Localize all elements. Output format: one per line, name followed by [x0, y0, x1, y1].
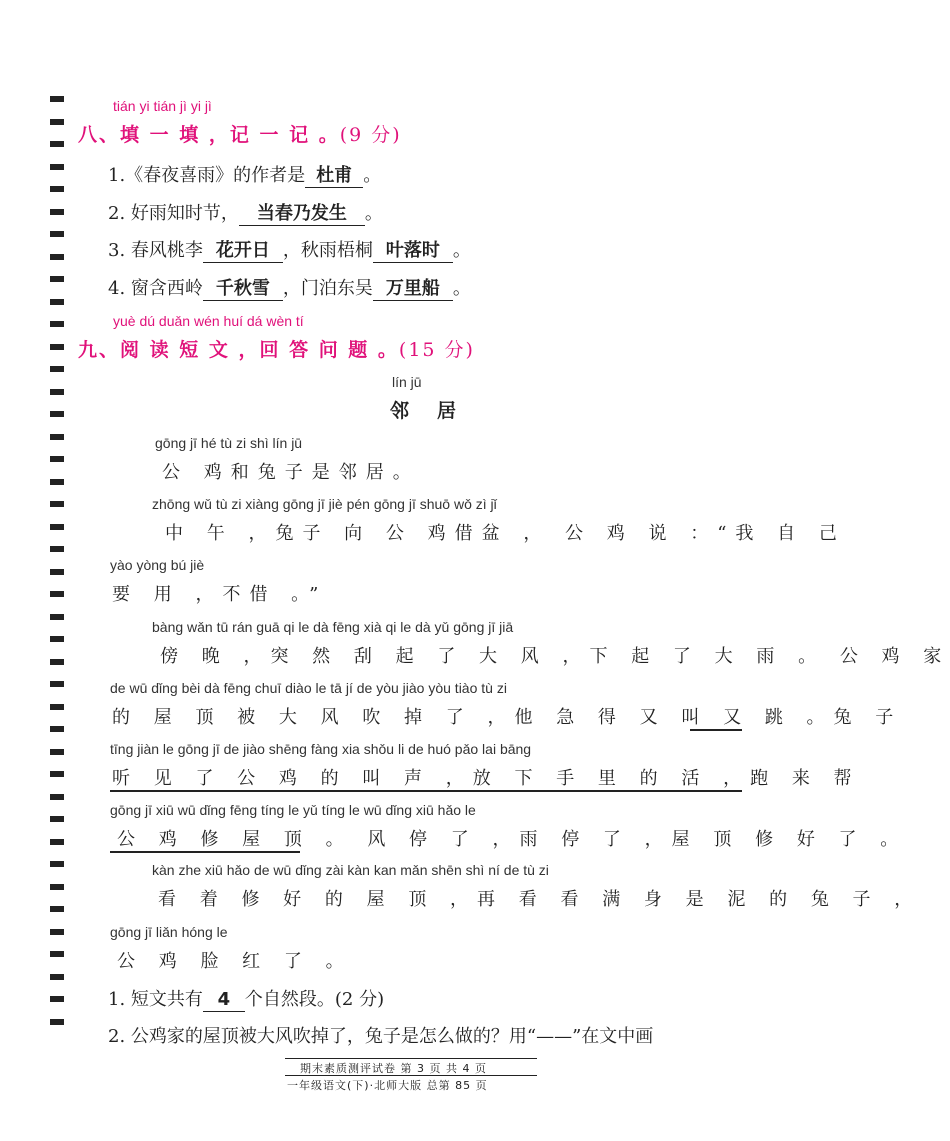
- p-line-3-pinyin: yào yòng bú jiè: [110, 557, 205, 573]
- binding-mark: [50, 254, 64, 260]
- section9-heading: [78, 335, 475, 362]
- binding-mark: [50, 681, 64, 687]
- s8-item-4-answer: 千秋雪: [203, 278, 283, 301]
- binding-mark: [50, 321, 64, 327]
- s8-item-3-answer2: 叶落时: [373, 240, 453, 263]
- section9-title: 九、阅 读 短 文 ，回 答 问 题 。: [78, 339, 399, 361]
- binding-mark: [50, 276, 64, 282]
- p-line-5-text: 的 屋 顶 被 大 风 吹 掉 了 ，他 急 得 又 叫 又 跳 。兔 子: [112, 707, 903, 728]
- binding-mark: [50, 726, 64, 732]
- p-line-9-pinyin: gōng jī liǎn hóng le: [110, 924, 228, 940]
- binding-mark: [50, 96, 64, 102]
- section8-heading: [78, 120, 402, 147]
- binding-mark: [50, 186, 64, 192]
- binding-marks: [50, 96, 64, 1046]
- p-line-7-text: 公 鸡 修 屋 顶 。 风 停 了 ，雨 停 了 ，屋 顶 修 好 了 。: [117, 829, 908, 850]
- binding-mark: [50, 524, 64, 530]
- binding-mark: [50, 861, 64, 867]
- s8-item-4-text: 4. 窗含西岭: [108, 278, 203, 299]
- binding-mark: [50, 299, 64, 305]
- binding-mark: [50, 569, 64, 575]
- binding-mark: [50, 546, 64, 552]
- binding-mark: [50, 209, 64, 215]
- p-line-8-text: 看 着 修 好 的 屋 顶 ，再 看 看 满 身 是 泥 的 兔 子 ，: [158, 889, 922, 910]
- binding-mark: [50, 366, 64, 372]
- binding-mark: [50, 119, 64, 125]
- s8-item-3-suffix: 。: [452, 240, 471, 261]
- binding-mark: [50, 974, 64, 980]
- p-line-4-pinyin: bàng wǎn tū rán guā qi le dà fēng xià qi le dà yǔ gōng jī jiā: [152, 619, 514, 635]
- binding-mark: [50, 501, 64, 507]
- s8-item-2-answer: 当春乃发生: [239, 203, 365, 226]
- p-line-6-text: 听 见 了 公 鸡 的 叫 声 ，放 下 手 里 的 活 ，跑 来 帮: [112, 768, 861, 789]
- p-line-9-text: 公 鸡 脸 红 了 。: [117, 951, 353, 972]
- binding-mark: [50, 996, 64, 1002]
- p-line-7-pinyin: gōng jī xiū wū dǐng fēng tíng le yǔ tíng le wū dǐng xiū hǎo le: [110, 802, 476, 818]
- binding-mark: [50, 389, 64, 395]
- s8-item-1-suffix: 。: [363, 165, 382, 186]
- s8-item-4-mid: ，门泊东吴: [282, 278, 373, 299]
- binding-mark: [50, 884, 64, 890]
- section8-score: (9 分): [339, 124, 402, 146]
- binding-mark: [50, 906, 64, 912]
- footer-line-2: 一年级语文(下)·北师大版 总第 85 页: [287, 1079, 488, 1092]
- binding-mark: [50, 231, 64, 237]
- binding-mark: [50, 816, 64, 822]
- question-1: [108, 985, 384, 1012]
- s8-item-1-text: 1.《春夜喜雨》的作者是: [108, 165, 306, 186]
- passage-title: 邻居: [390, 400, 485, 422]
- binding-mark: [50, 456, 64, 462]
- s8-item-1: [108, 161, 381, 188]
- binding-mark: [50, 704, 64, 710]
- binding-mark: [50, 344, 64, 350]
- passage-title-pinyin: lín jū: [392, 374, 422, 390]
- binding-mark: [50, 591, 64, 597]
- binding-mark: [50, 434, 64, 440]
- p-line-1-pinyin: gōng jī hé tù zi shì lín jū: [155, 435, 303, 451]
- answer-underline: [110, 790, 742, 792]
- binding-mark: [50, 636, 64, 642]
- s8-item-1-answer: 杜甫: [305, 165, 363, 188]
- binding-mark: [50, 659, 64, 665]
- binding-mark: [50, 1019, 64, 1025]
- question-2: 2. 公鸡家的屋顶被大风吹掉了，兔子是怎么做的？用“——”在文中画: [108, 1026, 654, 1047]
- binding-mark: [50, 411, 64, 417]
- s8-item-3-mid: ，秋雨梧桐: [282, 240, 373, 261]
- s8-item-4-suffix: 。: [452, 278, 471, 299]
- binding-mark: [50, 749, 64, 755]
- section8-title: 八、填 一 填 ，记 一 记 。: [78, 124, 340, 146]
- s8-item-3-answer: 花开日: [203, 240, 283, 263]
- section8-pinyin: tián yi tián jì yi jì: [113, 98, 212, 114]
- s8-item-2: [108, 199, 383, 226]
- binding-mark: [50, 479, 64, 485]
- p-line-1-text: 公 鸡和兔子是邻居。: [162, 462, 420, 483]
- p-line-8-pinyin: kàn zhe xiū hǎo de wū dǐng zài kàn kan mǎn shēn shì ní de tù zi: [152, 862, 549, 878]
- binding-mark: [50, 164, 64, 170]
- binding-mark: [50, 951, 64, 957]
- question-1-suffix: 个自然段。(2 分): [244, 989, 385, 1010]
- binding-mark: [50, 929, 64, 935]
- p-line-3-text: 要 用 ，不借 。”: [112, 584, 328, 605]
- section9-pinyin: yuè dú duǎn wén huí dá wèn tí: [113, 313, 304, 329]
- binding-mark: [50, 794, 64, 800]
- binding-mark: [50, 839, 64, 845]
- binding-mark: [50, 614, 64, 620]
- binding-mark: [50, 141, 64, 147]
- s8-item-2-text: 2. 好雨知时节，: [108, 203, 239, 224]
- question-1-answer: 4: [203, 989, 245, 1012]
- footer-rule-bottom: [285, 1075, 537, 1076]
- binding-mark: [50, 771, 64, 777]
- s8-item-3-text: 3. 春风桃李: [108, 240, 203, 261]
- s8-item-3: [108, 236, 471, 263]
- p-line-5-pinyin: de wū dǐng bèi dà fēng chuī diào le tā jí de yòu jiào yòu tiào tù zi: [110, 680, 507, 696]
- p-line-2-pinyin: zhōng wǔ tù zi xiàng gōng jī jiè pén gōng jī shuō wǒ zì jǐ: [152, 496, 497, 512]
- footer-line-1: 期末素质测评试卷 第 3 页 共 4 页: [300, 1062, 487, 1075]
- section9-score: (15 分): [398, 339, 475, 361]
- s8-item-2-suffix: 。: [364, 203, 383, 224]
- s8-item-4: [108, 274, 471, 301]
- footer-rule-top: [285, 1058, 537, 1059]
- s8-item-4-answer2: 万里船: [373, 278, 453, 301]
- p-line-6-pinyin: tīng jiàn le gōng jī de jiào shēng fàng xia shǒu li de huó pǎo lai bāng: [110, 741, 532, 757]
- p-line-2-text: 中 午 ，兔子 向 公 鸡借盆 ， 公 鸡 说 ：“我 自 己: [165, 523, 846, 544]
- question-1-text: 1. 短文共有: [108, 989, 203, 1010]
- p-line-4-text: 傍 晚 ，突 然 刮 起 了 大 风 ，下 起 了 大 雨 。 公 鸡 家: [160, 646, 950, 667]
- answer-underline: [110, 851, 300, 853]
- answer-underline: [690, 729, 742, 731]
